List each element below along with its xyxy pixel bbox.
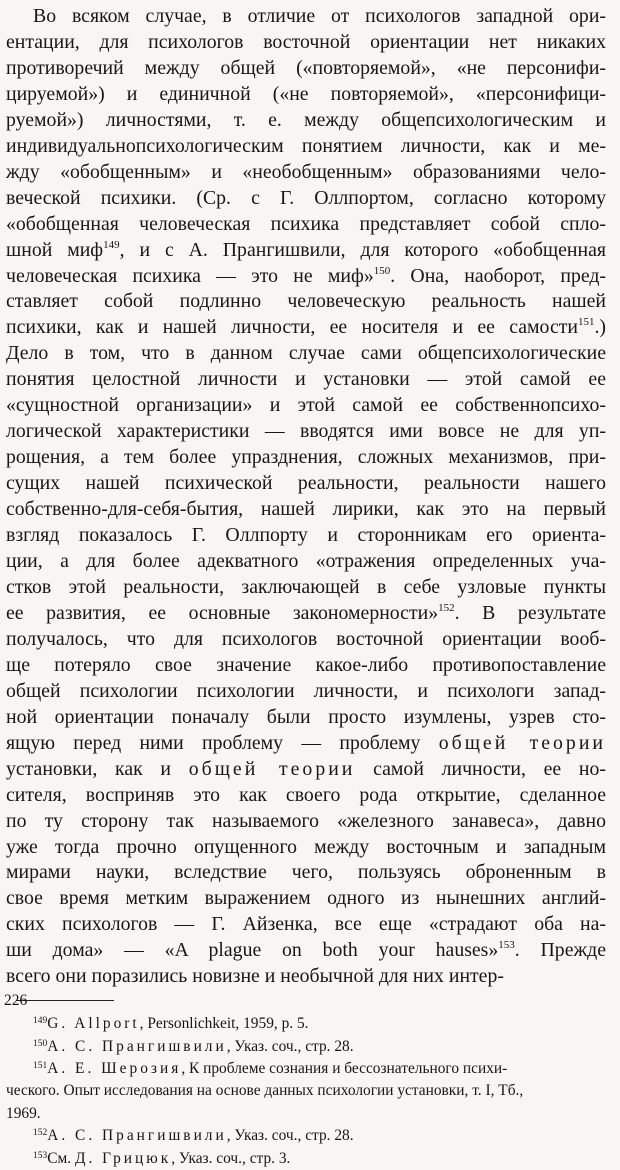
- footnote-number: 150: [33, 1038, 48, 1049]
- text-segment: Во всяком случае, в отличие от психологов западной ори-: [33, 5, 606, 27]
- text-line: [6, 964, 606, 990]
- text-segment: . В результате: [454, 601, 606, 624]
- text-line: [6, 809, 606, 835]
- text-segment: цируемой») и единичной («не повторяемой», «персонифици-: [6, 82, 606, 105]
- text-segment: ящую перед ними проблему — проблему: [6, 731, 439, 754]
- footnote-line: [6, 1148, 606, 1170]
- text-segment: ции, а для более адекватного «отражения определенных уча-: [6, 550, 606, 573]
- footnote-ref: 149: [103, 238, 120, 251]
- text-line: [6, 757, 606, 783]
- text-segment: руемой») личностями, т. е. между общепсихологическим и: [6, 108, 606, 131]
- text-line: [6, 497, 606, 523]
- footnote-text: 1969.: [6, 1104, 41, 1122]
- footnote-text: , Указ. соч., стр. 28.: [226, 1037, 354, 1055]
- text-segment: Дело в том, что в данном случае сами общепсихологические: [6, 342, 606, 365]
- text-line: [6, 471, 606, 497]
- footnote-separator: [16, 1000, 114, 1001]
- text-segment: по ту сторону так называемого «железного занавеса», давно: [6, 809, 606, 832]
- text-line: [6, 575, 606, 601]
- text-line: [6, 835, 606, 861]
- text-line: [6, 653, 606, 679]
- text-segment: ще потеряло свое значение какое-либо противопоставление: [6, 653, 606, 676]
- text-line: [6, 912, 606, 938]
- footnote-line: [6, 1103, 606, 1125]
- text-segment: ее развития, ее основные закономерности»: [6, 601, 439, 624]
- footnote-author: А. С. Прангишвили: [47, 1037, 227, 1055]
- text-segment: ентации, для психологов восточной ориентации нет никаких: [6, 30, 606, 53]
- text-line: [6, 601, 606, 627]
- text-segment: . Прежде: [514, 939, 606, 962]
- footnote-line: [6, 1080, 606, 1102]
- text-segment: . Она, наоборот, пред-: [390, 264, 607, 287]
- text-line: [6, 938, 606, 964]
- footnote-ref: 153: [498, 939, 515, 952]
- text-line: [6, 679, 606, 705]
- text-line: [6, 315, 606, 341]
- footnote-line: [6, 1125, 606, 1147]
- text-line: [6, 886, 606, 912]
- text-line: [6, 860, 606, 886]
- text-segment: стков этой реальности, заключающей в себе узловые пункты: [6, 575, 606, 598]
- text-line: [6, 134, 606, 160]
- text-line: [6, 160, 606, 186]
- footnote-ref: 150: [373, 264, 391, 277]
- footnote-author: А. С. Прангишвили: [47, 1127, 227, 1145]
- footnote-text: , Указ. соч., стр. 3.: [171, 1149, 291, 1167]
- text-segment: веческой психики. (Ср. с Г. Оллпортом, согласно которому: [6, 186, 606, 209]
- text-segment: противоречий между общей («повторяемой», «не персонифи-: [6, 56, 606, 79]
- text-line: [6, 393, 606, 419]
- footnote-line: [6, 1013, 606, 1035]
- footnote-ref: 151: [577, 316, 595, 329]
- text-line: [6, 445, 606, 471]
- text-line: [6, 341, 606, 367]
- text-segment: собственно-для-себя-бытия, нашей лирики, как это на первый: [6, 498, 606, 521]
- footnote-number: 152: [33, 1128, 48, 1139]
- text-segment: ши дома» — «A plague on both your hauses»: [6, 939, 499, 962]
- footnote-author: G. Allport: [47, 1015, 140, 1033]
- text-segment: , и с А. Прангишвили, для которого «обобщенная: [119, 238, 606, 261]
- text-segment: мирами науки, вследствие чего, пользуясь оброненным в: [6, 861, 606, 884]
- footnote-number: 151: [33, 1061, 48, 1072]
- text-segment: сущих нашей психической реальности, реальности нашего: [6, 472, 606, 495]
- page-number: 226: [4, 992, 28, 1009]
- footnote-number: 149: [33, 1016, 48, 1027]
- text-segment: ставляет собой подлинно человеческую реальность нашей: [6, 290, 606, 313]
- text-segment: свое время метким выражением одного из нынешних англий-: [6, 887, 606, 910]
- text-line: [6, 549, 606, 575]
- text-line: [6, 705, 606, 731]
- footnote-ref: 152: [438, 601, 455, 614]
- text-line: [6, 108, 606, 134]
- text-segment: всего они поразились новизне и необычной для них интер-: [6, 965, 504, 988]
- text-line: [6, 56, 606, 82]
- text-segment: получалось, что для психологов восточной ориентации вооб-: [6, 627, 606, 650]
- footnote-number: 153: [33, 1150, 48, 1161]
- spaced-emphasis: общей теории: [188, 757, 356, 780]
- text-line: [6, 186, 606, 212]
- text-segment: понятия целостной личности и установки — этой самой ее: [6, 368, 606, 391]
- text-line: [6, 783, 606, 809]
- text-segment: установки, как и: [6, 757, 189, 780]
- text-line: [6, 419, 606, 445]
- footnote-author: А. Е. Шерозия: [47, 1060, 182, 1078]
- text-segment: «обобщенная человеческая психика представляет собой спло-: [6, 212, 606, 235]
- text-segment: ских психологов — Г. Айзенка, все еще «страдают оба на-: [6, 913, 606, 936]
- text-line: [6, 212, 606, 238]
- footnotes: [6, 1013, 606, 1170]
- text-line: [6, 289, 606, 315]
- text-line: [6, 4, 606, 30]
- text-segment: самой личности, ее но-: [355, 757, 606, 780]
- text-segment: индивидуальнопсихологическим понятием личности, как и ме-: [6, 134, 606, 157]
- text-segment: сителя, восприняв это как своего рода открытие, сделанное: [6, 783, 606, 806]
- text-line: [6, 523, 606, 549]
- text-segment: рощения, а тем более упразднения, сложных механизмов, при-: [6, 446, 606, 469]
- text-segment: уже тогда прочно опущенного между восточным и западным: [6, 835, 606, 858]
- footnote-text: , Personlichkeit, 1959, p. 5.: [139, 1015, 309, 1033]
- text-line: [6, 82, 606, 108]
- text-segment: человеческая психика — это не миф»: [6, 264, 374, 287]
- text-segment: логической характеристики — вводятся ими вовсе не для уп-: [6, 420, 606, 443]
- footnote-text: ческого. Опыт исследования на основе данных психологии установки, т. I, Тб.,: [6, 1082, 524, 1100]
- footnote-line: [6, 1058, 606, 1080]
- text-line: [6, 627, 606, 653]
- text-segment: .): [594, 316, 606, 339]
- text-line: [6, 238, 606, 264]
- text-line: [6, 731, 606, 757]
- footnote-text: , Указ. соч., стр. 28.: [226, 1127, 354, 1145]
- text-segment: жду «обобщенным» и «необобщенным» образованиями чело-: [6, 160, 606, 183]
- text-line: [6, 367, 606, 393]
- text-line: [6, 30, 606, 56]
- footnote-line: [6, 1036, 606, 1058]
- text-segment: взгляд показалось Г. Оллпорту и сторонникам его ориента-: [6, 524, 606, 547]
- text-segment: психики, как и нашей личности, ее носителя и ее самости: [6, 316, 578, 339]
- text-segment: шной миф: [6, 238, 104, 261]
- footnote-author: Д. Грицюк: [74, 1149, 172, 1167]
- body-text: [6, 4, 606, 990]
- text-line: [6, 264, 606, 290]
- text-segment: «сущностной организации» и этой самой ее собственнопсихо-: [6, 394, 606, 417]
- text-segment: ной ориентации поначалу были просто изумлены, узрев сто-: [6, 705, 606, 728]
- footnote-text: , К проблеме сознания и бессознательного психи-: [181, 1060, 508, 1078]
- spaced-emphasis: общей теории: [438, 731, 606, 754]
- text-segment: общей психологии психологии личности, и психологи запад-: [6, 679, 606, 702]
- footnote-text: См.: [47, 1149, 75, 1167]
